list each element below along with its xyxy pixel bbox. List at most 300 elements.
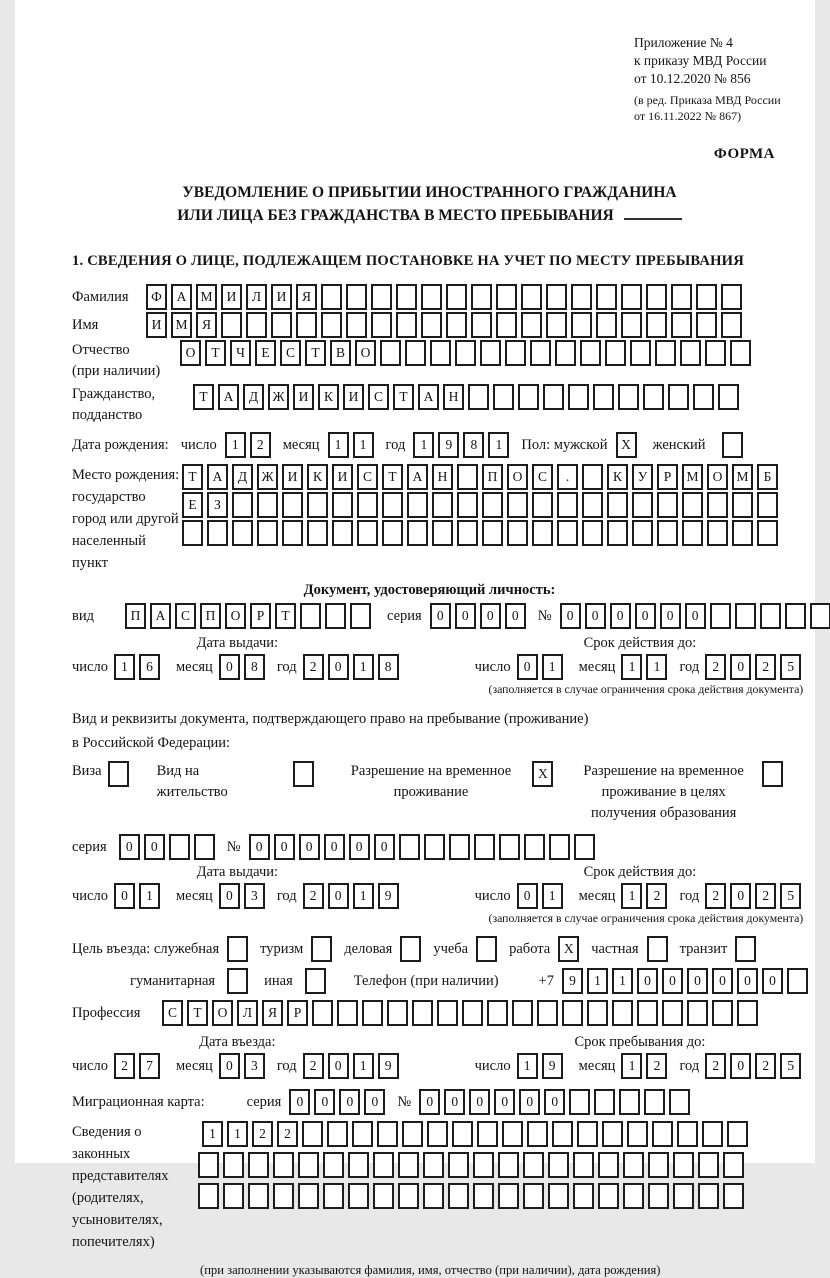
char-box[interactable]: Я (296, 284, 317, 310)
residence-permit-checkbox[interactable] (293, 761, 314, 787)
purpose-business-checkbox[interactable] (400, 936, 421, 962)
char-box[interactable]: 1 (646, 654, 667, 680)
char-box[interactable]: Т (187, 1000, 208, 1026)
char-box[interactable]: А (418, 384, 439, 410)
char-box[interactable]: 1 (621, 1053, 642, 1079)
char-box[interactable] (198, 1152, 219, 1178)
char-box[interactable] (207, 520, 228, 546)
char-box[interactable] (630, 340, 651, 366)
char-box[interactable] (407, 520, 428, 546)
char-box[interactable] (607, 492, 628, 518)
char-box[interactable] (721, 284, 742, 310)
char-box[interactable] (598, 1152, 619, 1178)
char-box[interactable] (402, 1121, 423, 1147)
char-box[interactable]: О (707, 464, 728, 490)
char-box[interactable] (377, 1121, 398, 1147)
char-box[interactable] (557, 492, 578, 518)
char-box[interactable] (362, 1000, 383, 1026)
char-box[interactable]: 8 (244, 654, 265, 680)
char-box[interactable] (555, 340, 576, 366)
char-box[interactable]: П (200, 603, 221, 629)
char-box[interactable]: 0 (469, 1089, 490, 1115)
char-box[interactable] (677, 1121, 698, 1147)
char-box[interactable]: Ф (146, 284, 167, 310)
char-box[interactable]: 0 (712, 968, 733, 994)
char-box[interactable]: 2 (646, 883, 667, 909)
char-box[interactable] (527, 1121, 548, 1147)
char-box[interactable] (643, 384, 664, 410)
char-box[interactable]: 2 (646, 1053, 667, 1079)
char-box[interactable] (646, 312, 667, 338)
char-box[interactable] (598, 1183, 619, 1209)
char-box[interactable]: 0 (737, 968, 758, 994)
char-box[interactable] (427, 1121, 448, 1147)
char-box[interactable] (198, 1183, 219, 1209)
char-box[interactable] (557, 520, 578, 546)
char-box[interactable]: 0 (635, 603, 656, 629)
purpose-study-checkbox[interactable] (476, 936, 497, 962)
char-box[interactable]: 0 (328, 1053, 349, 1079)
char-box[interactable] (723, 1152, 744, 1178)
char-box[interactable]: 1 (413, 432, 434, 458)
char-box[interactable] (396, 284, 417, 310)
char-box[interactable] (543, 384, 564, 410)
char-box[interactable] (432, 492, 453, 518)
char-box[interactable]: 0 (730, 654, 751, 680)
char-box[interactable] (448, 1183, 469, 1209)
char-box[interactable] (607, 520, 628, 546)
char-box[interactable]: 3 (244, 1053, 265, 1079)
char-box[interactable] (521, 312, 542, 338)
char-box[interactable]: Л (237, 1000, 258, 1026)
char-box[interactable] (323, 1152, 344, 1178)
char-box[interactable]: 1 (612, 968, 633, 994)
char-box[interactable] (652, 1121, 673, 1147)
char-box[interactable] (568, 384, 589, 410)
char-box[interactable] (352, 1121, 373, 1147)
char-box[interactable] (552, 1121, 573, 1147)
char-box[interactable]: 2 (755, 883, 776, 909)
char-box[interactable]: 1 (139, 883, 160, 909)
char-box[interactable]: 0 (328, 883, 349, 909)
char-box[interactable] (593, 384, 614, 410)
char-box[interactable] (432, 520, 453, 546)
char-box[interactable] (423, 1152, 444, 1178)
char-box[interactable]: 2 (705, 654, 726, 680)
char-box[interactable] (232, 492, 253, 518)
char-box[interactable]: С (368, 384, 389, 410)
char-box[interactable] (337, 1000, 358, 1026)
char-box[interactable] (307, 520, 328, 546)
char-box[interactable] (594, 1089, 615, 1115)
char-box[interactable]: И (282, 464, 303, 490)
char-box[interactable] (623, 1152, 644, 1178)
char-box[interactable]: 0 (505, 603, 526, 629)
char-box[interactable]: 0 (119, 834, 140, 860)
char-box[interactable]: 2 (303, 1053, 324, 1079)
char-box[interactable] (446, 312, 467, 338)
char-box[interactable] (727, 1121, 748, 1147)
char-box[interactable] (602, 1121, 623, 1147)
char-box[interactable] (221, 312, 242, 338)
char-box[interactable]: К (318, 384, 339, 410)
char-box[interactable] (449, 834, 470, 860)
char-box[interactable]: 2 (114, 1053, 135, 1079)
char-box[interactable]: 0 (444, 1089, 465, 1115)
char-box[interactable]: 0 (662, 968, 683, 994)
char-box[interactable] (605, 340, 626, 366)
char-box[interactable] (248, 1152, 269, 1178)
char-box[interactable] (732, 492, 753, 518)
char-box[interactable]: Д (232, 464, 253, 490)
char-box[interactable] (282, 520, 303, 546)
purpose-tourism-checkbox[interactable] (311, 936, 332, 962)
char-box[interactable]: 0 (430, 603, 451, 629)
char-box[interactable] (562, 1000, 583, 1026)
char-box[interactable]: 2 (252, 1121, 273, 1147)
char-box[interactable] (169, 834, 190, 860)
char-box[interactable] (380, 340, 401, 366)
char-box[interactable] (657, 492, 678, 518)
char-box[interactable] (623, 1183, 644, 1209)
char-box[interactable] (757, 520, 778, 546)
char-box[interactable]: 8 (378, 654, 399, 680)
char-box[interactable]: 3 (244, 883, 265, 909)
char-box[interactable]: Е (255, 340, 276, 366)
char-box[interactable] (644, 1089, 665, 1115)
char-box[interactable]: Р (657, 464, 678, 490)
char-box[interactable]: И (332, 464, 353, 490)
char-box[interactable]: 0 (364, 1089, 385, 1115)
char-box[interactable]: 0 (517, 654, 538, 680)
char-box[interactable] (718, 384, 739, 410)
char-box[interactable] (452, 1121, 473, 1147)
char-box[interactable]: 1 (353, 654, 374, 680)
char-box[interactable] (582, 520, 603, 546)
char-box[interactable]: 1 (621, 654, 642, 680)
char-box[interactable]: 0 (419, 1089, 440, 1115)
char-box[interactable]: 0 (517, 883, 538, 909)
char-box[interactable]: А (218, 384, 239, 410)
char-box[interactable] (668, 384, 689, 410)
char-box[interactable] (407, 492, 428, 518)
char-box[interactable] (537, 1000, 558, 1026)
char-box[interactable]: О (507, 464, 528, 490)
char-box[interactable]: И (221, 284, 242, 310)
purpose-private-checkbox[interactable] (647, 936, 668, 962)
gender-female-checkbox[interactable] (722, 432, 743, 458)
char-box[interactable]: 0 (249, 834, 270, 860)
char-box[interactable] (496, 312, 517, 338)
char-box[interactable] (232, 520, 253, 546)
char-box[interactable] (423, 1183, 444, 1209)
char-box[interactable] (707, 520, 728, 546)
char-box[interactable]: 1 (225, 432, 246, 458)
char-box[interactable]: 1 (621, 883, 642, 909)
char-box[interactable]: 0 (349, 834, 370, 860)
char-box[interactable] (710, 603, 731, 629)
char-box[interactable] (523, 1152, 544, 1178)
char-box[interactable] (787, 968, 808, 994)
char-box[interactable] (737, 1000, 758, 1026)
char-box[interactable] (223, 1183, 244, 1209)
char-box[interactable] (405, 340, 426, 366)
visa-checkbox[interactable] (108, 761, 129, 787)
char-box[interactable] (421, 312, 442, 338)
char-box[interactable] (546, 284, 567, 310)
char-box[interactable]: С (280, 340, 301, 366)
char-box[interactable] (707, 492, 728, 518)
char-box[interactable] (350, 603, 371, 629)
char-box[interactable] (571, 312, 592, 338)
char-box[interactable]: С (532, 464, 553, 490)
char-box[interactable] (757, 492, 778, 518)
char-box[interactable] (507, 520, 528, 546)
char-box[interactable] (524, 834, 545, 860)
char-box[interactable]: Д (243, 384, 264, 410)
char-box[interactable] (627, 1121, 648, 1147)
char-box[interactable]: 0 (685, 603, 706, 629)
char-box[interactable] (398, 1183, 419, 1209)
char-box[interactable] (332, 492, 353, 518)
char-box[interactable]: В (330, 340, 351, 366)
char-box[interactable] (648, 1152, 669, 1178)
purpose-other-checkbox[interactable] (305, 968, 326, 994)
char-box[interactable] (498, 1152, 519, 1178)
char-box[interactable]: 0 (494, 1089, 515, 1115)
char-box[interactable] (577, 1121, 598, 1147)
char-box[interactable]: 1 (328, 432, 349, 458)
char-box[interactable] (257, 492, 278, 518)
char-box[interactable]: М (171, 312, 192, 338)
char-box[interactable] (327, 1121, 348, 1147)
char-box[interactable] (430, 340, 451, 366)
char-box[interactable]: 0 (687, 968, 708, 994)
char-box[interactable]: . (557, 464, 578, 490)
char-box[interactable]: А (407, 464, 428, 490)
char-box[interactable]: 0 (314, 1089, 335, 1115)
char-box[interactable]: Б (757, 464, 778, 490)
char-box[interactable] (487, 1000, 508, 1026)
char-box[interactable] (518, 384, 539, 410)
char-box[interactable]: 1 (202, 1121, 223, 1147)
char-box[interactable] (618, 384, 639, 410)
char-box[interactable]: Т (382, 464, 403, 490)
char-box[interactable] (300, 603, 321, 629)
char-box[interactable] (505, 340, 526, 366)
char-box[interactable]: И (146, 312, 167, 338)
char-box[interactable]: Т (393, 384, 414, 410)
char-box[interactable] (302, 1121, 323, 1147)
char-box[interactable] (507, 492, 528, 518)
char-box[interactable] (621, 312, 642, 338)
char-box[interactable] (480, 340, 501, 366)
char-box[interactable] (357, 492, 378, 518)
char-box[interactable]: М (196, 284, 217, 310)
char-box[interactable]: 5 (780, 1053, 801, 1079)
char-box[interactable]: 0 (339, 1089, 360, 1115)
char-box[interactable] (632, 520, 653, 546)
char-box[interactable] (632, 492, 653, 518)
char-box[interactable] (680, 340, 701, 366)
char-box[interactable] (477, 1121, 498, 1147)
char-box[interactable] (257, 520, 278, 546)
char-box[interactable]: Ч (230, 340, 251, 366)
char-box[interactable] (437, 1000, 458, 1026)
char-box[interactable]: 0 (730, 1053, 751, 1079)
char-box[interactable]: 0 (219, 883, 240, 909)
purpose-work-checkbox[interactable]: X (558, 936, 579, 962)
char-box[interactable] (698, 1183, 719, 1209)
char-box[interactable]: У (632, 464, 653, 490)
char-box[interactable]: Р (287, 1000, 308, 1026)
char-box[interactable]: О (212, 1000, 233, 1026)
char-box[interactable] (669, 1089, 690, 1115)
char-box[interactable] (612, 1000, 633, 1026)
char-box[interactable] (730, 340, 751, 366)
char-box[interactable] (382, 520, 403, 546)
char-box[interactable] (273, 1183, 294, 1209)
char-box[interactable]: 0 (585, 603, 606, 629)
char-box[interactable] (646, 284, 667, 310)
char-box[interactable] (468, 384, 489, 410)
purpose-humanitarian-checkbox[interactable] (227, 968, 248, 994)
char-box[interactable] (382, 492, 403, 518)
char-box[interactable] (580, 340, 601, 366)
char-box[interactable] (499, 834, 520, 860)
char-box[interactable] (569, 1089, 590, 1115)
char-box[interactable] (596, 284, 617, 310)
char-box[interactable] (682, 492, 703, 518)
char-box[interactable] (448, 1152, 469, 1178)
char-box[interactable]: 2 (755, 1053, 776, 1079)
char-box[interactable] (712, 1000, 733, 1026)
char-box[interactable] (702, 1121, 723, 1147)
purpose-official-checkbox[interactable] (227, 936, 248, 962)
char-box[interactable] (693, 384, 714, 410)
temp-permit-checkbox[interactable]: X (532, 761, 553, 787)
char-box[interactable] (596, 312, 617, 338)
char-box[interactable] (446, 284, 467, 310)
char-box[interactable]: М (682, 464, 703, 490)
char-box[interactable] (548, 1152, 569, 1178)
char-box[interactable] (671, 312, 692, 338)
char-box[interactable] (194, 834, 215, 860)
char-box[interactable]: А (150, 603, 171, 629)
char-box[interactable]: Я (196, 312, 217, 338)
char-box[interactable]: 1 (114, 654, 135, 680)
char-box[interactable] (619, 1089, 640, 1115)
char-box[interactable] (662, 1000, 683, 1026)
char-box[interactable] (348, 1152, 369, 1178)
char-box[interactable]: 1 (353, 432, 374, 458)
char-box[interactable]: 0 (114, 883, 135, 909)
char-box[interactable]: 0 (324, 834, 345, 860)
char-box[interactable]: 0 (455, 603, 476, 629)
char-box[interactable] (549, 834, 570, 860)
char-box[interactable] (671, 284, 692, 310)
char-box[interactable]: 1 (542, 654, 563, 680)
char-box[interactable]: 0 (660, 603, 681, 629)
char-box[interactable]: 0 (637, 968, 658, 994)
char-box[interactable] (471, 312, 492, 338)
char-box[interactable] (810, 603, 830, 629)
char-box[interactable]: Ж (257, 464, 278, 490)
char-box[interactable]: 2 (705, 1053, 726, 1079)
char-box[interactable] (248, 1183, 269, 1209)
char-box[interactable] (455, 340, 476, 366)
char-box[interactable]: 1 (353, 883, 374, 909)
char-box[interactable] (621, 284, 642, 310)
char-box[interactable]: 1 (517, 1053, 538, 1079)
char-box[interactable]: Т (182, 464, 203, 490)
char-box[interactable]: 1 (587, 968, 608, 994)
char-box[interactable]: Я (262, 1000, 283, 1026)
char-box[interactable]: 1 (488, 432, 509, 458)
char-box[interactable] (523, 1183, 544, 1209)
char-box[interactable]: С (175, 603, 196, 629)
char-box[interactable] (673, 1183, 694, 1209)
char-box[interactable]: Т (193, 384, 214, 410)
char-box[interactable] (312, 1000, 333, 1026)
char-box[interactable]: И (271, 284, 292, 310)
char-box[interactable] (573, 1183, 594, 1209)
char-box[interactable]: 0 (299, 834, 320, 860)
char-box[interactable]: 8 (463, 432, 484, 458)
char-box[interactable]: 0 (480, 603, 501, 629)
char-box[interactable] (637, 1000, 658, 1026)
char-box[interactable]: С (162, 1000, 183, 1026)
char-box[interactable] (223, 1152, 244, 1178)
char-box[interactable]: Е (182, 492, 203, 518)
char-box[interactable]: 5 (780, 654, 801, 680)
char-box[interactable]: С (357, 464, 378, 490)
char-box[interactable]: 1 (542, 883, 563, 909)
char-box[interactable]: О (355, 340, 376, 366)
char-box[interactable] (571, 284, 592, 310)
char-box[interactable]: 7 (139, 1053, 160, 1079)
char-box[interactable]: 0 (762, 968, 783, 994)
char-box[interactable]: 2 (755, 654, 776, 680)
char-box[interactable] (325, 603, 346, 629)
char-box[interactable] (398, 1152, 419, 1178)
char-box[interactable] (373, 1152, 394, 1178)
char-box[interactable]: Н (432, 464, 453, 490)
char-box[interactable] (698, 1152, 719, 1178)
char-box[interactable] (412, 1000, 433, 1026)
char-box[interactable] (323, 1183, 344, 1209)
char-box[interactable]: Т (305, 340, 326, 366)
char-box[interactable]: 2 (303, 883, 324, 909)
char-box[interactable]: И (293, 384, 314, 410)
char-box[interactable] (321, 284, 342, 310)
char-box[interactable] (296, 312, 317, 338)
char-box[interactable]: Н (443, 384, 464, 410)
char-box[interactable] (298, 1183, 319, 1209)
gender-male-checkbox[interactable]: X (616, 432, 637, 458)
char-box[interactable] (696, 284, 717, 310)
char-box[interactable] (532, 520, 553, 546)
purpose-transit-checkbox[interactable] (735, 936, 756, 962)
char-box[interactable] (721, 312, 742, 338)
char-box[interactable] (502, 1121, 523, 1147)
char-box[interactable]: 0 (328, 654, 349, 680)
char-box[interactable]: 0 (374, 834, 395, 860)
char-box[interactable] (473, 1183, 494, 1209)
char-box[interactable]: 9 (542, 1053, 563, 1079)
char-box[interactable] (732, 520, 753, 546)
char-box[interactable] (705, 340, 726, 366)
